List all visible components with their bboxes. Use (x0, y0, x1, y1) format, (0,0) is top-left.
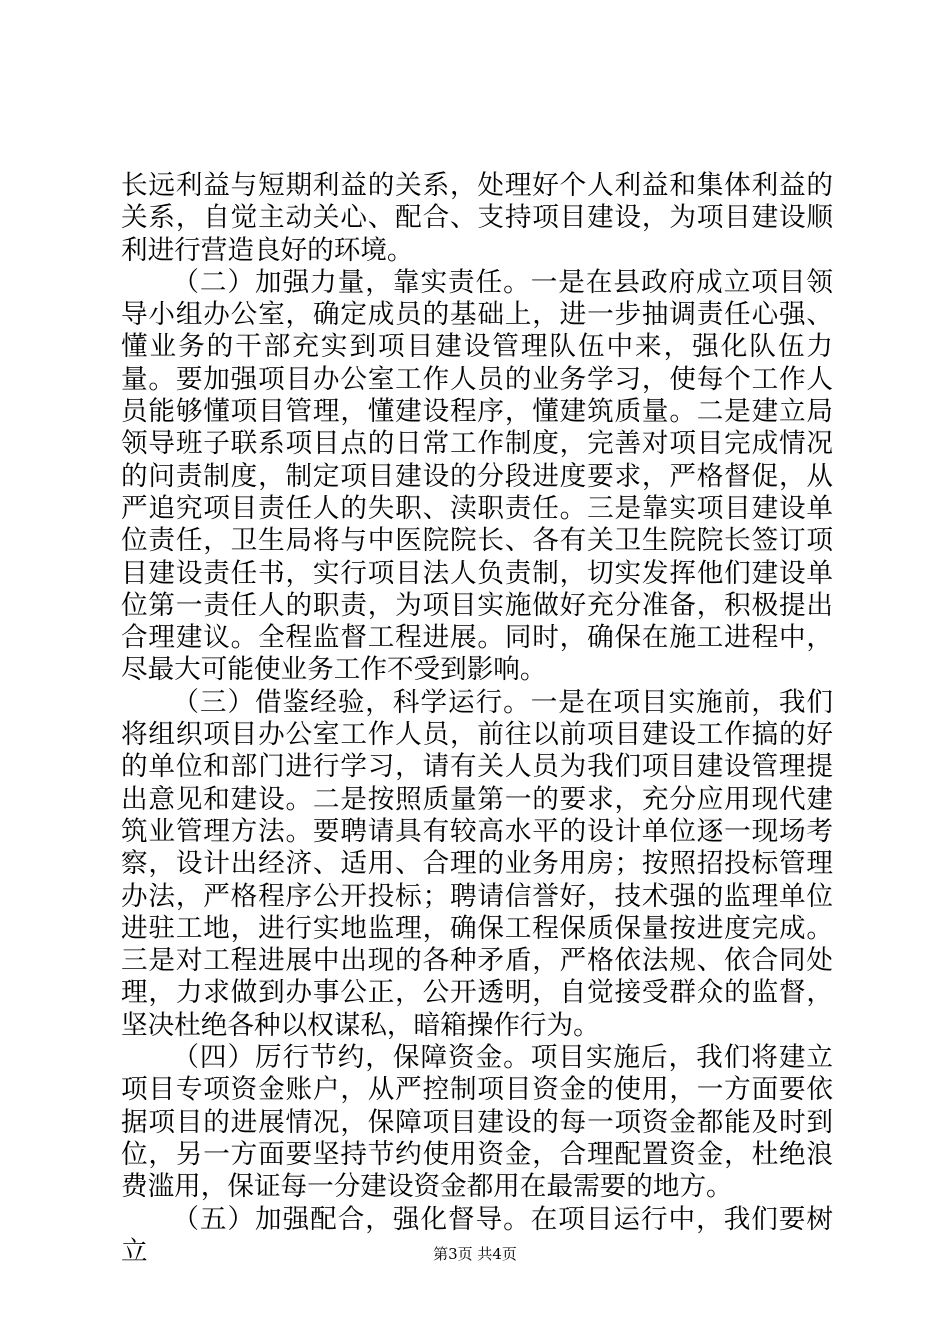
document-body (121, 170, 833, 1268)
paragraph-section-4: （四）厉行节约，保障资金。项目实施后，我们将建立项目专项资金账户，从严控制项目资金的使用，一方面要依据项目的进展情况，保障项目建设的每一项资金都能及时到位，另一方面要坚持节约使用资金，合理配置资金，杜绝浪费滥用，保证每一分建设资金都用在最需要的地方。 (121, 1042, 833, 1203)
paragraph-section-5: （五）加强配合，强化督导。在项目运行中，我们要树立 (121, 1203, 833, 1267)
paragraph-section-3: （三）借鉴经验，科学运行。一是在项目实施前，我们将组织项目办公室工作人员，前往以前项目建设工作搞的好的单位和部门进行学习，请有关人员为我们项目建设管理提出意见和建设。二是按照质量第一的要求，充分应用现代建筑业管理方法。要聘请具有较高水平的设计单位逐一现场考察，设计出经济、适用、合理的业务用房；按照招投标管理办法，严格程序公开投标；聘请信誉好，技术强的监理单位进驻工地，进行实地监理，确保工程保质保量按进度完成。三是对工程进展中出现的各种矛盾，严格依法规、依合同处理，力求做到办事公正，公开透明，自觉接受群众的监督，坚决杜绝各种以权谋私，暗箱操作行为。 (121, 686, 833, 1041)
paragraph-section-2: （二）加强力量，靠实责任。一是在县政府成立项目领导小组办公室，确定成员的基础上，进一步抽调责任心强、懂业务的干部充实到项目建设管理队伍中来，强化队伍力量。要加强项目办公室工作人员的业务学习，使每个工作人员能够懂项目管理，懂建设程序，懂建筑质量。二是建立局领导班子联系项目点的日常工作制度，完善对项目完成情况的问责制度，制定项目建设的分段进度要求，严格督促，从严追究项目责任人的失职、渎职责任。三是靠实项目建设单位责任，卫生局将与中医院院长、各有关卫生院院长签订项目建设责任书，实行项目法人负责制，切实发挥他们建设单位第一责任人的职责，为项目实施做好充分准备，积极提出合理建议。全程监督工程进展。同时，确保在施工进程中，尽最大可能使业务工作不受到影响。 (121, 266, 833, 686)
page-number-footer: 第3页 共4页 (433, 1245, 517, 1263)
paragraph-continuation: 长远利益与短期利益的关系，处理好个人利益和集体利益的关系，自觉主动关心、配合、支持项目建设，为项目建设顺利进行营造良好的环境。 (121, 170, 833, 266)
